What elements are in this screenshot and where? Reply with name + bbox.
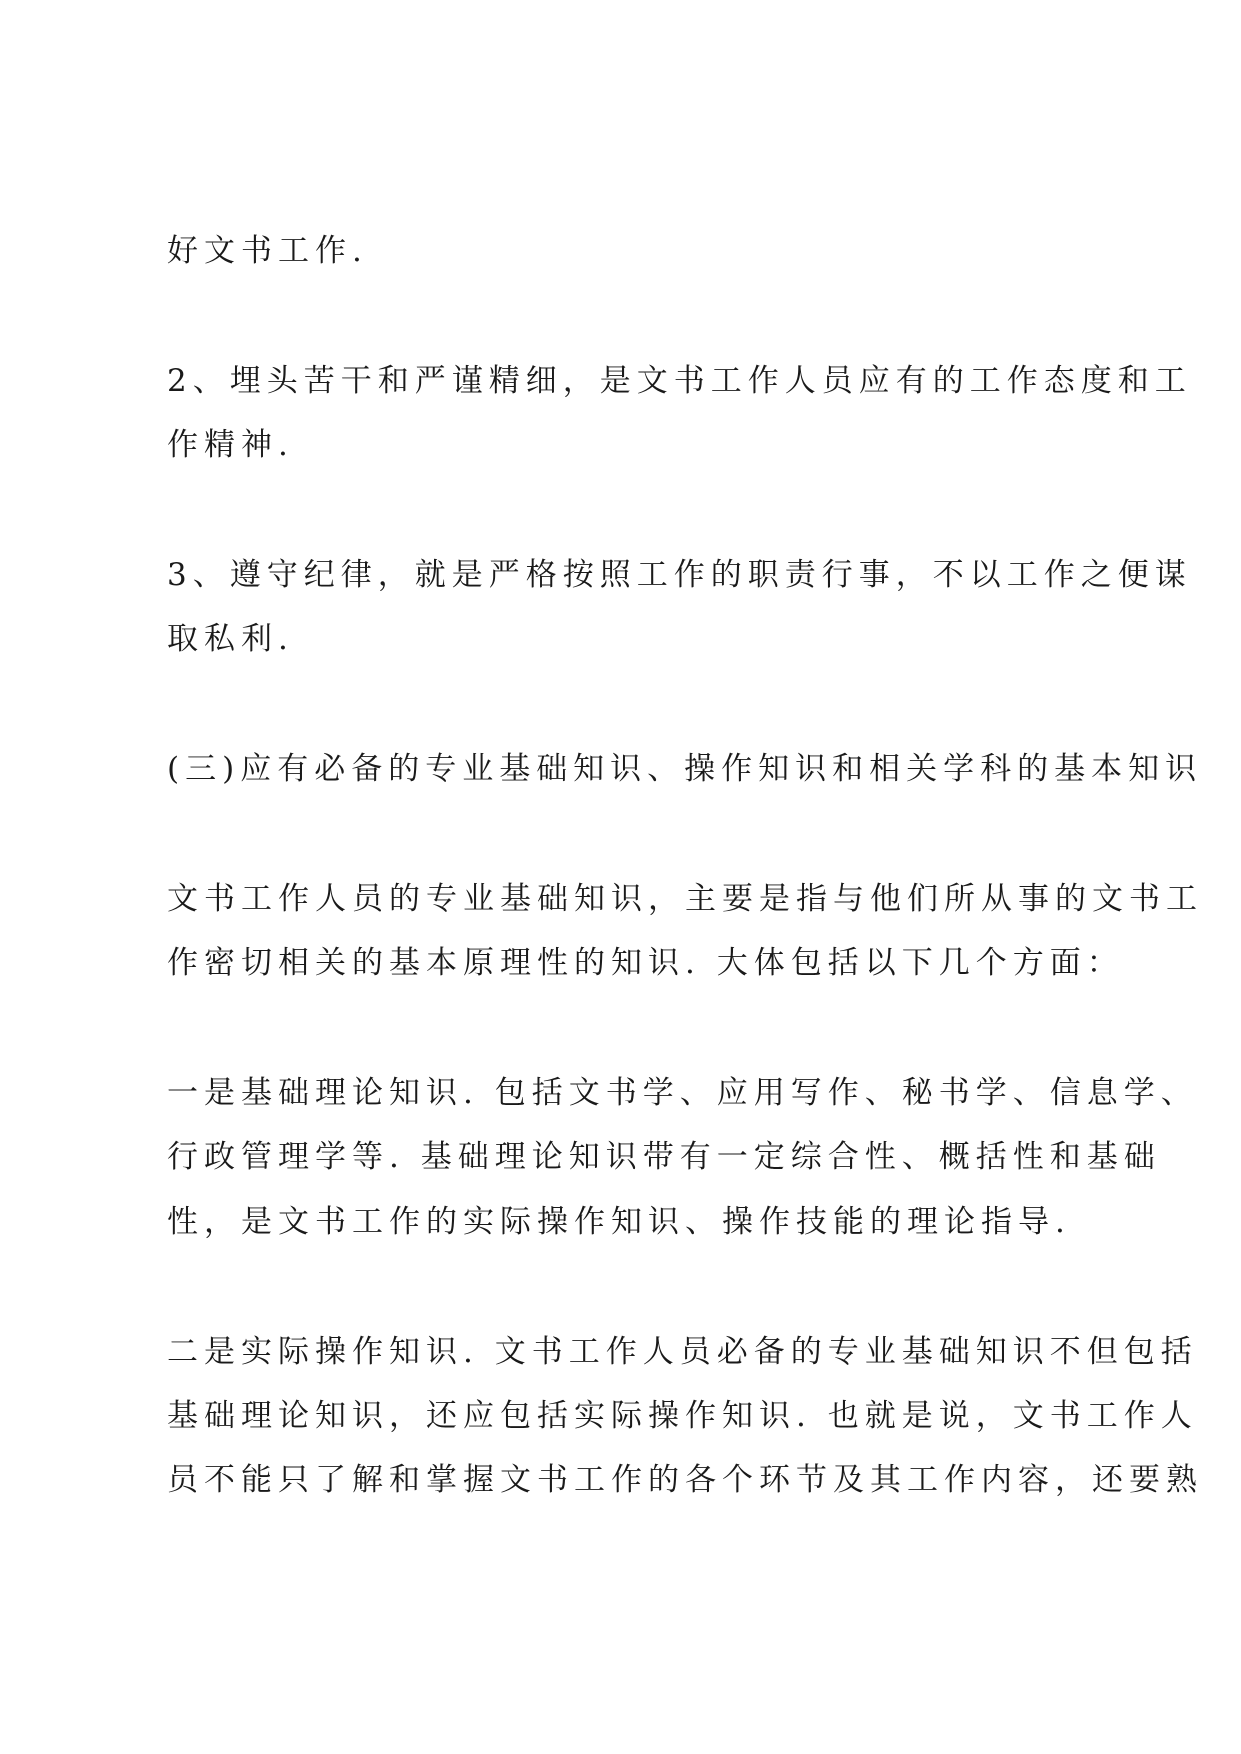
text-line: 3、遵守纪律，就是严格按照工作的职责行事，不以工作之便谋 [167, 557, 1192, 593]
text-line: 作密切相关的基本原理性的知识. 大体包括以下几个方面： [167, 945, 1124, 981]
text-line: 员不能只了解和掌握文书工作的各个环节及其工作内容，还要熟 [167, 1462, 1203, 1498]
text-line: 作精神. [167, 427, 294, 463]
text-line: 好文书工作. [167, 233, 368, 269]
section-heading: (三)应有必备的专业基础知识、操作知识和相关学科的基本知识 [167, 751, 1203, 787]
text-line: 一是基础理论知识. 包括文书学、应用写作、秘书学、信息学、 [167, 1075, 1198, 1111]
text-line: 2、埋头苦干和严谨精细，是文书工作人员应有的工作态度和工 [167, 363, 1192, 399]
text-line: 行政管理学等. 基础理论知识带有一定综合性、概括性和基础 [167, 1139, 1161, 1175]
text-line: 性，是文书工作的实际操作知识、操作技能的理论指导. [167, 1204, 1071, 1240]
text-line: 取私利. [167, 621, 294, 657]
text-line: 基础理论知识，还应包括实际操作知识. 也就是说，文书工作人 [167, 1398, 1198, 1434]
text-line: 文书工作人员的专业基础知识，主要是指与他们所从事的文书工 [167, 881, 1203, 917]
text-line: 二是实际操作知识. 文书工作人员必备的专业基础知识不但包括 [167, 1334, 1198, 1370]
